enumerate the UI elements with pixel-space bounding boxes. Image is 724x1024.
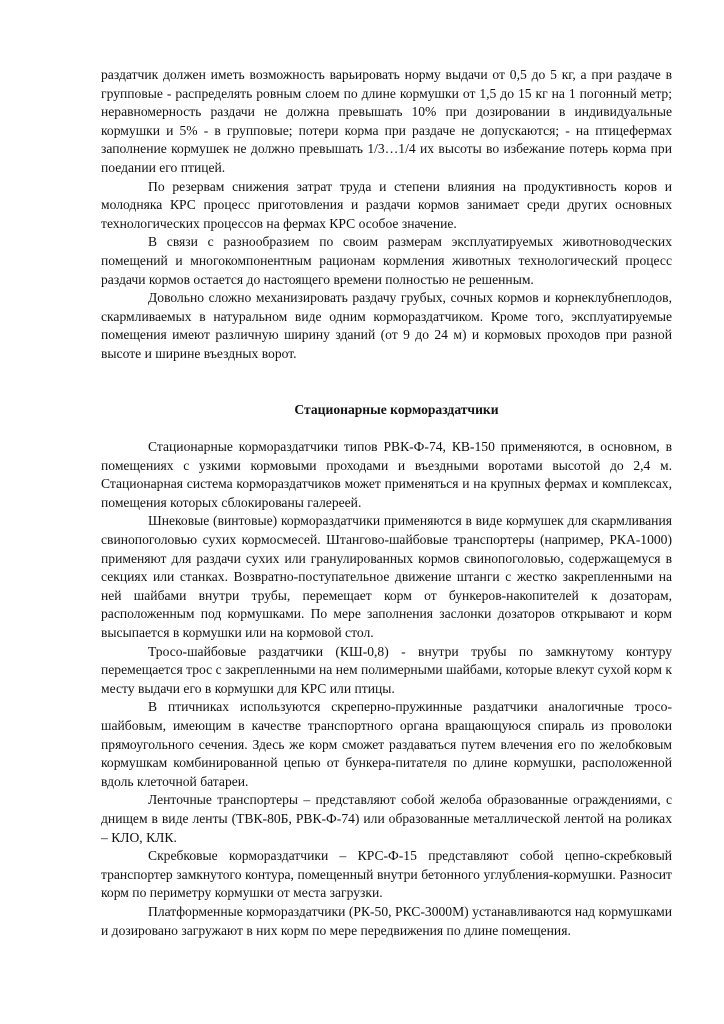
paragraph-poultry-feeders: В птичниках используются скреперно-пружинные раздатчики аналогичные тросо-шайбовым, имеющим в качестве транспортного органа вращающуюся спираль из проволоки прямоугольного сечения. Здесь же корм сможет раздаваться путем влечения его по желобковым кормушкам комбинированной цепью от бункера-питателя по длине кормушки, расположенной вдоль клеточной батареи. [101,699,672,789]
paragraph-premises-variety: В связи с разнообразием по своим размерам эксплуатируемых животноводческих помещений и многокомпонентным рационам кормления животных технологический процесс раздачи кормов остается до настоящего времени полностью не решенным. [101,234,672,287]
spacer [101,364,672,401]
paragraph-belt-conveyors: Ленточные транспортеры – представляют собой желоба образованные ограждениями, с днищем в виде ленты (ТВК-80Б, РВК-Ф-74) или образованные металлической лентой на роликах – КЛО, КЛК. [101,792,672,845]
paragraph-continuation: раздатчик должен иметь возможность варьировать норму выдачи от 0,5 до 5 кг, а при раздаче в групповые - распределять ровным слоем по длине кормушки от 1,5 до 15 кг на 1 погонный метр; неравномерность раздачи не должна превышать 10% при дозировании в индивидуальные кормушки и 5% - в групповые; потери корма при раздаче не допускаются; - на птицефермах заполнение кормушек не должно превышать 1/3…1/4 их высоты во избежание потерь корма при поедании его птицей. [101,67,672,175]
paragraph-platform-feeders: Платформенные кормораздатчики (РК-50, РКС-3000М) устанавливаются над кормушками и дозировано загружают в них корм по мере передвижения по длине помещения. [101,903,672,938]
paragraph-mechanization-difficulty: Довольно сложно механизировать раздачу грубых, сочных кормов и корнеклубнеплодов, скармливаемых в натуральном виде одним кормораздатчиком. Кроме того, эксплуатируемые помещения имеют различную ширину зданий (от 9 до 24 м) и кормовых проходов при разной высоте и ширине въездных ворот. [101,290,672,361]
paragraph-stationary-feeders: Стационарные кормораздатчики типов РВК-Ф-74, КВ-150 применяются, в основном, в помещениях с узкими кормовыми проходами и въездными воротами высотой до 2,4 м. Стационарная система кормораздатчиков может применяться и на крупных фермах и комплексах, помещения которых сблокированы галереей. [101,439,672,510]
paragraph-screw-feeders: Шнековые (винтовые) кормораздатчики применяются в виде кормушек для скармливания свинопоголовью сухих кормосмесей. Штангово-шайбовые транспортеры (например, РКА-1000) применяют для раздачи сухих или гранулированных кормов свинопоголовью, содержащемуся в секциях или станках. Возвратно-поступательное движение штанги с жестко закрепленными на ней шайбами внутри трубы, перемещает корм от бункеров-накопителей к дозаторам, расположенным под кормушками. По мере заполнения заслонки дозаторов открывают и корм высыпается в кормушки или на кормовой стол. [101,513,672,641]
paragraph-scraper-feeders: Скребковые кормораздатчики – КРС-Ф-15 представляют собой цепно-скребковый транспортер замкнутого контура, помещенный внутри бетонного углубления-кормушки. Разносит корм по периметру кормушки от места загрузки. [101,848,672,901]
document-page [101,66,672,940]
spacer [101,419,672,438]
section-heading: Стационарные кормораздатчики [294,401,499,417]
paragraph-labor-reserves: По резервам снижения затрат труда и степени влияния на продуктивность коров и молодняка КРС процесс приготовления и раздачи кормов занимает среди других основных технологических процессов на фермах КРС особое значение. [101,178,672,231]
paragraph-cable-washer-feeders: Тросо-шайбовые раздатчики (КШ-0,8) - внутри трубы по замкнутому контуру перемещается трос с закрепленными на нем полимерными шайбами, которые влекут сухой корм к месту выдачи его в кормушки для КРС или птицы. [101,643,672,696]
